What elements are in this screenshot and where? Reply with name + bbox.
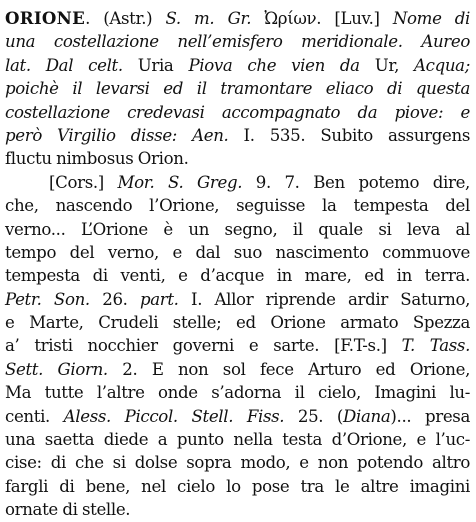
text-run: part. bbox=[139, 289, 191, 309]
text-run: Diana bbox=[343, 406, 391, 426]
text-run: costellazione credevasi accompagnato da piove: e bbox=[5, 102, 470, 122]
text-run: 25. ( bbox=[297, 406, 344, 426]
text-run: fargli di bene, nel cielo lo pose tra le altre imagini bbox=[5, 476, 470, 496]
entry-line bbox=[5, 405, 470, 428]
text-run: centi. bbox=[5, 406, 64, 426]
text-run: Ur, bbox=[374, 55, 414, 75]
text-run: una saetta diede a punto nella testa d’Orione, e l’uc- bbox=[5, 430, 470, 450]
text-run: Uria bbox=[137, 55, 189, 75]
entry-line bbox=[5, 30, 470, 53]
text-run: )... presa bbox=[390, 406, 471, 426]
text-run: 26. bbox=[102, 289, 140, 309]
text-run: [Cors.] bbox=[49, 172, 118, 192]
text-run: Mor. S. Greg. bbox=[117, 172, 256, 192]
text-run: poichè il levarsi ed il tramontare eliaco di questa bbox=[5, 79, 470, 99]
entry-line bbox=[5, 475, 470, 498]
text-run: Piova che vien da bbox=[188, 55, 375, 75]
text-run: lat. Dal celt. bbox=[5, 55, 138, 75]
text-run: Aless. Piccol. Stell. Fiss. bbox=[63, 406, 298, 426]
text-run: una costellazione nell’emisfero meridionale. Aureo bbox=[5, 32, 470, 52]
text-run: . (Astr.) bbox=[85, 9, 166, 28]
entry-line bbox=[5, 381, 470, 404]
text-run: però Virgilio disse: Aen. bbox=[5, 125, 244, 145]
text-run: verno... L’Orione è un segno, il quale si leva al bbox=[5, 219, 470, 239]
text-run: ornate di stelle. bbox=[5, 500, 131, 520]
entry-line bbox=[5, 428, 470, 451]
text-run: e Marte, Crudeli stelle; ed Orione armato Spezza bbox=[5, 313, 470, 333]
entry-line bbox=[5, 288, 470, 311]
text-run: cise: di che si dolse sopra modo, e non potendo altro bbox=[5, 453, 470, 473]
text-run: I. 535. Subito assurgens bbox=[243, 125, 470, 145]
entry-line bbox=[5, 241, 470, 264]
entry-line bbox=[5, 77, 470, 100]
entry-line bbox=[5, 264, 470, 287]
entry-line bbox=[5, 171, 470, 194]
text-run: I. Allor riprende ardir Saturno, bbox=[191, 289, 471, 309]
text-run: S. m. Gr. bbox=[165, 9, 265, 28]
entry-line bbox=[5, 311, 470, 334]
text-run: Acqua; bbox=[414, 55, 470, 75]
text-run: Petr. Son. bbox=[5, 289, 103, 309]
text-run: tempesta di venti, e d’acque in mare, ed in terra. bbox=[5, 266, 470, 286]
text-run: 2. E non sol fece Arturo ed Orione, bbox=[122, 359, 471, 379]
entry-line bbox=[5, 7, 470, 30]
text-run: Ma tutte l’altre onde s’adorna il cielo, Imagini lu- bbox=[5, 383, 470, 403]
headword: ORIONE bbox=[5, 8, 86, 28]
entry-line bbox=[5, 194, 470, 217]
text-run: a’ tristi nocchier governi e sarte. [F.T-s.] bbox=[5, 336, 402, 356]
entry-line bbox=[5, 218, 470, 241]
entry-text bbox=[5, 7, 470, 522]
entry-line bbox=[5, 498, 470, 521]
entry-line bbox=[5, 101, 470, 124]
text-run: Nome di bbox=[392, 9, 470, 28]
entry-line bbox=[5, 358, 470, 381]
text-run: T. Tass. bbox=[401, 336, 470, 356]
entry-line bbox=[5, 334, 470, 357]
text-run: fluctu nimbosus Orion. bbox=[5, 149, 189, 169]
entry-line bbox=[5, 147, 470, 170]
text-run: Sett. Giorn. bbox=[5, 359, 123, 379]
text-run: 9. 7. Ben potemo dire, bbox=[255, 172, 470, 192]
entry-line bbox=[5, 54, 470, 77]
text-run: che, nascendo l’Orione, seguisse la tempesta del bbox=[5, 196, 470, 216]
entry-line bbox=[5, 451, 470, 474]
text-run: Ὠρίων. [Luv.] bbox=[264, 9, 393, 28]
entry-line bbox=[5, 124, 470, 147]
text-run: tempo del verno, e dal suo nascimento commuove bbox=[5, 242, 470, 262]
